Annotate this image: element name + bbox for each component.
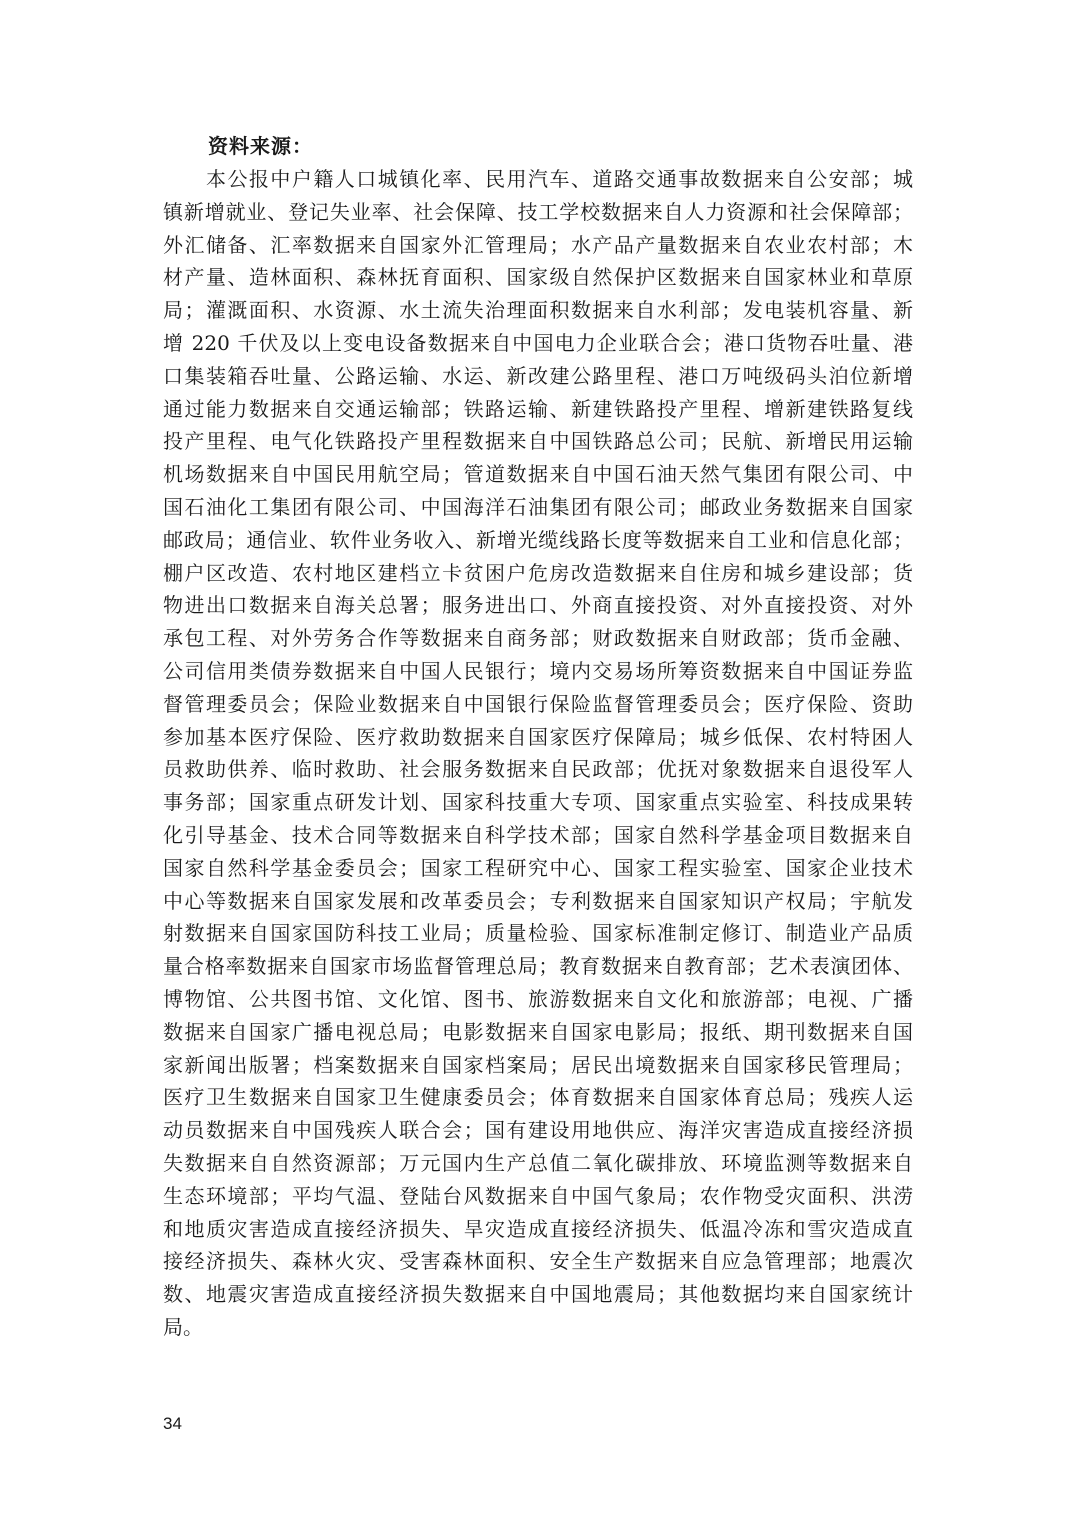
paragraph-line: 失数据来自自然资源部；万元国内生产总值二氧化碳排放、环境监测等数据来自 [163,1150,913,1175]
paragraph-line: 国石油化工集团有限公司、中国海洋石油集团有限公司；邮政业务数据来自国家 [163,494,913,519]
paragraph-line: 医疗卫生数据来自国家卫生健康委员会；体育数据来自国家体育总局；残疾人运 [163,1085,913,1110]
paragraph-line: 机场数据来自中国民用航空局；管道数据来自中国石油天然气集团有限公司、中 [163,462,913,487]
paragraph-line: 物进出口数据来自海关总署；服务进出口、外商直接投资、对外直接投资、对外 [163,593,913,618]
paragraph-line: 国家自然科学基金委员会；国家工程研究中心、国家工程实验室、国家企业技术 [163,855,913,880]
paragraph-line: 员救助供养、临时救助、社会服务数据来自民政部；优抚对象数据来自退役军人 [163,757,913,782]
paragraph-line: 事务部；国家重点研发计划、国家科技重大专项、国家重点实验室、科技成果转 [163,790,913,815]
paragraph-line: 数、地震灾害造成直接经济损失数据来自中国地震局；其他数据均来自国家统计 [163,1282,913,1307]
paragraph-line: 动员数据来自中国残疾人联合会；国有建设用地供应、海洋灾害造成直接经济损 [163,1118,913,1143]
paragraph-line: 射数据来自国家国防科技工业局；质量检验、国家标准制定修订、制造业产品质 [163,921,913,946]
paragraph-line: 镇新增就业、登记失业率、社会保障、技工学校数据来自人力资源和社会保障部； [163,199,913,224]
paragraph-line: 和地质灾害造成直接经济损失、旱灾造成直接经济损失、低温冷冻和雪灾造成直 [163,1216,913,1241]
paragraph-line: 督管理委员会；保险业数据来自中国银行保险监督管理委员会；医疗保险、资助 [163,691,913,716]
paragraph-line: 参加基本医疗保险、医疗救助数据来自国家医疗保障局；城乡低保、农村特困人 [163,724,913,749]
paragraph-line: 接经济损失、森林火灾、受害森林面积、安全生产数据来自应急管理部；地震次 [163,1249,913,1274]
paragraph-line: 邮政局；通信业、软件业务收入、新增光缆线路长度等数据来自工业和信息化部； [163,527,913,552]
paragraph-line: 通过能力数据来自交通运输部；铁路运输、新建铁路投产里程、增新建铁路复线 [163,396,913,421]
paragraph-line: 投产里程、电气化铁路投产里程数据来自中国铁路总公司；民航、新增民用运输 [163,429,913,454]
section-heading: 资料来源： [208,134,313,158]
paragraph-line: 材产量、造林面积、森林抚育面积、国家级自然保护区数据来自国家林业和草原 [163,265,913,290]
paragraph-line: 数据来自国家广播电视总局；电影数据来自国家电影局；报纸、期刊数据来自国 [163,1019,913,1044]
paragraph-line: 口集装箱吞吐量、公路运输、水运、新改建公路里程、港口万吨级码头泊位新增 [163,363,913,388]
paragraph-line: 局。 [163,1314,203,1339]
paragraph-line: 化引导基金、技术合同等数据来自科学技术部；国家自然科学基金项目数据来自 [163,822,913,847]
paragraph-line: 局；灌溉面积、水资源、水土流失治理面积数据来自水利部；发电装机容量、新 [163,298,913,323]
paragraph-line: 外汇储备、汇率数据来自国家外汇管理局；水产品产量数据来自农业农村部；木 [163,232,913,257]
paragraph-line: 增 220 千伏及以上变电设备数据来自中国电力企业联合会；港口货物吞吐量、港 [163,330,913,355]
paragraph-line: 中心等数据来自国家发展和改革委员会；专利数据来自国家知识产权局；宇航发 [163,888,913,913]
paragraph-line: 本公报中户籍人口城镇化率、民用汽车、道路交通事故数据来自公安部；城 [206,167,913,191]
paragraph-line: 公司信用类债券数据来自中国人民银行；境内交易场所筹资数据来自中国证券监 [163,658,913,683]
data-sources-paragraph [163,163,913,1344]
paragraph-line: 家新闻出版署；档案数据来自国家档案局；居民出境数据来自国家移民管理局； [163,1052,913,1077]
paragraph-line: 承包工程、对外劳务合作等数据来自商务部；财政数据来自财政部；货币金融、 [163,626,913,651]
paragraph-line: 生态环境部；平均气温、登陆台风数据来自中国气象局；农作物受灾面积、洪涝 [163,1183,913,1208]
paragraph-line: 量合格率数据来自国家市场监督管理总局；教育数据来自教育部；艺术表演团体、 [163,954,913,979]
paragraph-line: 棚户区改造、农村地区建档立卡贫困户危房改造数据来自住房和城乡建设部；货 [163,560,913,585]
paragraph-line: 博物馆、公共图书馆、文化馆、图书、旅游数据来自文化和旅游部；电视、广播 [163,986,913,1011]
page-number: 34 [163,1414,182,1433]
